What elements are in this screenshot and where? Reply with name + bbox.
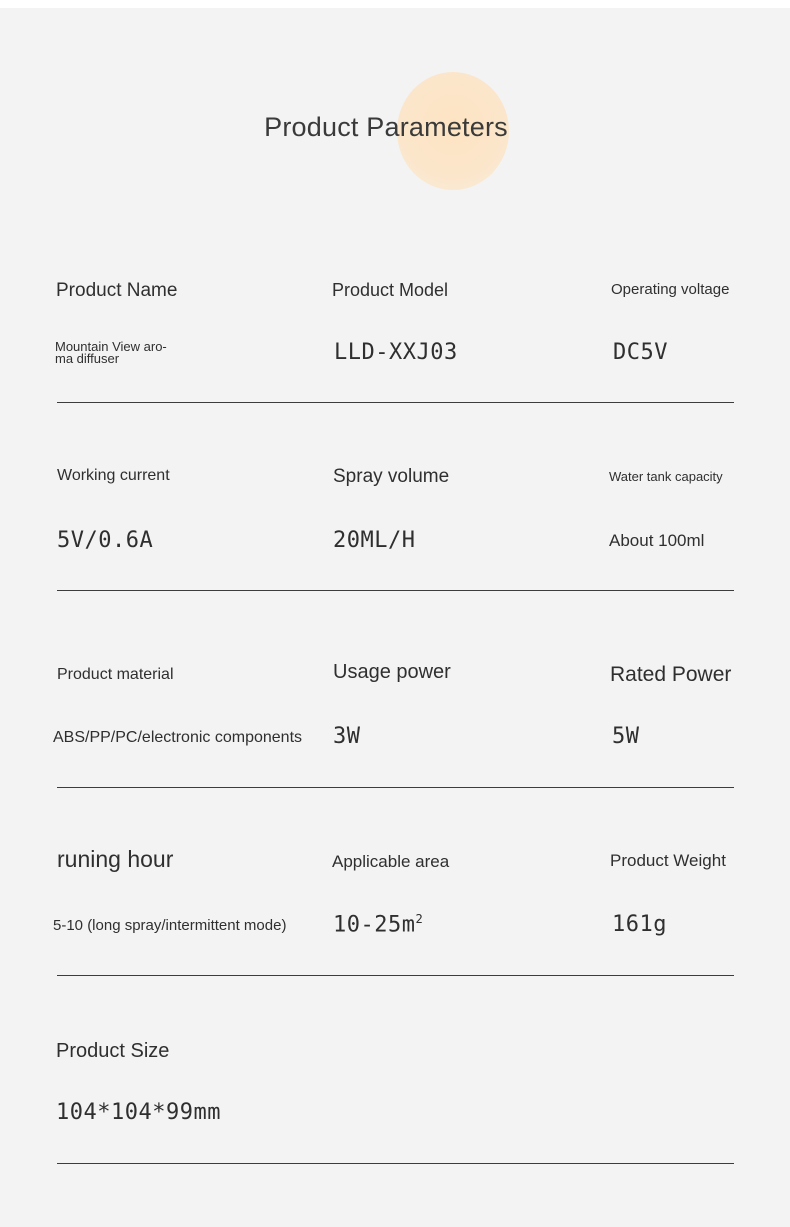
- operating-voltage-label: Operating voltage: [611, 281, 730, 298]
- usage-power-value: 3W: [333, 724, 361, 749]
- product-weight-label: Product Weight: [610, 851, 726, 870]
- divider-4: [57, 975, 734, 976]
- working-current-value: 5V/0.6A: [57, 528, 154, 553]
- divider-3: [57, 787, 734, 788]
- product-material-label: Product material: [57, 666, 174, 683]
- spray-volume-value: 20ML/H: [333, 528, 416, 553]
- product-size-label: Product Size: [56, 1040, 170, 1062]
- product-weight-value: 161g: [612, 912, 667, 937]
- applicable-area-value: [333, 912, 423, 937]
- running-hour-value: 5-10 (long spray/intermittent mode): [53, 917, 287, 934]
- page-title: Product Parameters: [264, 112, 508, 142]
- product-name-value-line1: Mountain View aro-: [55, 339, 167, 354]
- water-tank-capacity-label: Water tank capacity: [609, 469, 723, 484]
- product-name-value-line2: ma diffuser: [55, 351, 120, 366]
- product-model-value: LLD-XXJ03: [334, 340, 458, 365]
- usage-power-label: Usage power: [333, 661, 451, 683]
- product-name-value: [55, 341, 167, 365]
- rated-power-label: Rated Power: [610, 663, 732, 686]
- divider-1: [57, 402, 734, 403]
- divider-5: [57, 1163, 734, 1164]
- rated-power-value: 5W: [612, 724, 640, 749]
- product-material-value: ABS/PP/PC/electronic components: [53, 729, 303, 746]
- divider-2: [57, 590, 734, 591]
- operating-voltage-value: DC5V: [613, 340, 668, 365]
- product-size-value: 104*104*99mm: [56, 1100, 221, 1125]
- running-hour-label: runing hour: [57, 846, 174, 872]
- applicable-area-superscript: 2: [415, 912, 424, 926]
- working-current-label: Working current: [57, 467, 170, 484]
- applicable-area-number: 10-25m: [333, 912, 416, 938]
- spray-volume-label: Spray volume: [333, 466, 450, 487]
- top-strip: [0, 0, 790, 8]
- water-tank-capacity-value: About 100ml: [609, 531, 705, 550]
- product-model-label: Product Model: [332, 280, 449, 300]
- applicable-area-label: Applicable area: [332, 852, 450, 871]
- product-name-label: Product Name: [56, 280, 178, 301]
